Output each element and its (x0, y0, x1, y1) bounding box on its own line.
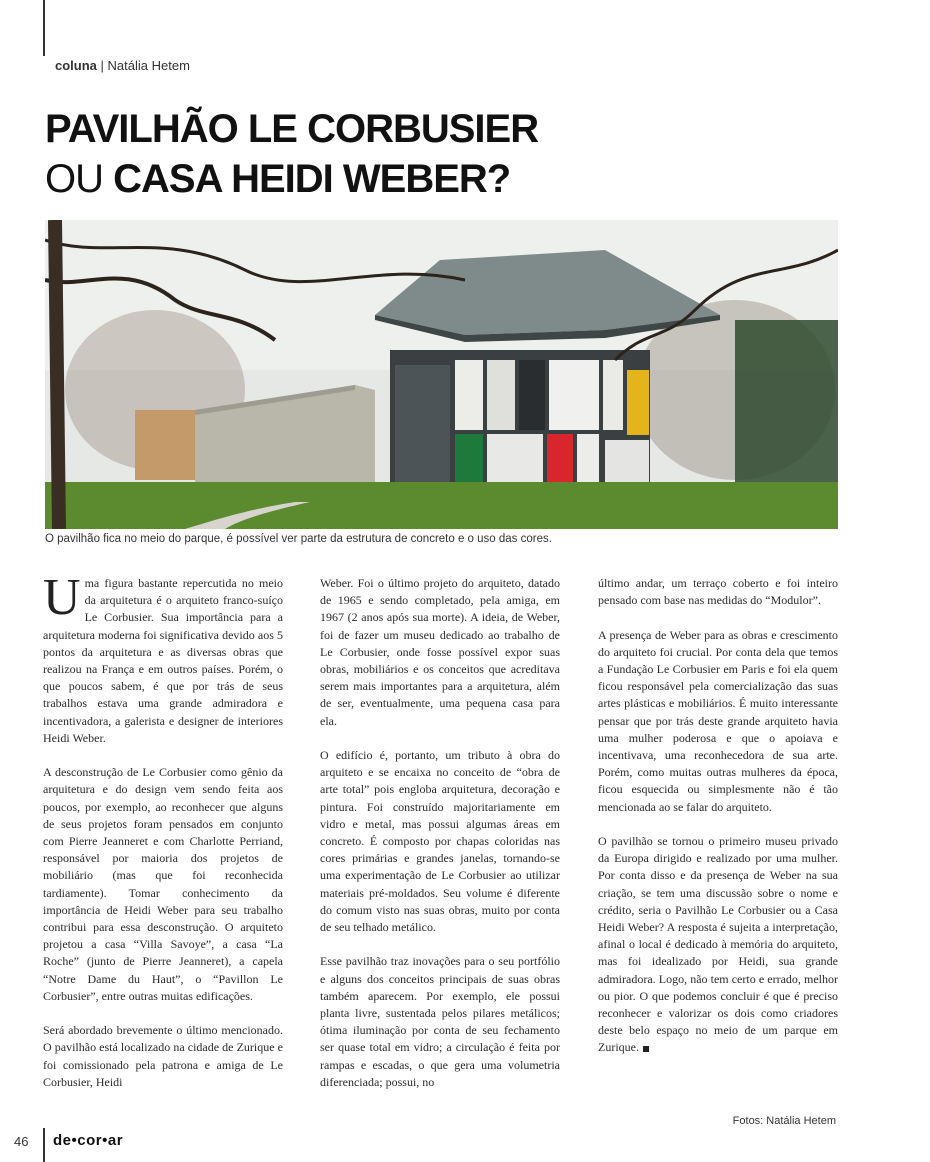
paragraph (598, 833, 838, 1057)
text-column-1 (43, 569, 283, 1108)
paragraph: A desconstrução de Le Corbusier como gênio da arquitetura e do design vem sendo feita aos poucos, por exemplo, ao reconhecer que alguns de seus projetos foram pensados em conjunto com Pierre Jeanneret e com Charlotte Perriand, responsável por maioria dos projetos de mobiliário (mas que foi reconhecida tardiamente). Tomar conhecimento da importância de Heidi Weber para seu trabalho contribui para essa desconstrução. O arquiteto projetou a casa “Villa Savoye”, a casa “La Roche” (junto de Pierre Jeanneret), a capela “Notre Dame du Haut”, o “Pavillon Le Corbusier”, entre outras muitas edificações. (43, 765, 283, 1003)
title-line-2-light: OU (45, 157, 103, 201)
pavilion-photo (45, 220, 838, 529)
paragraph: O edifício é, portanto, um tributo à obra do arquiteto e se encaixa no conceito de “obra de arte total” pois engloba arquitetura, decoração e pintura. Foi construído majoritariamente em vidro e metal, mas possui algumas áreas em concreto. É composto por chapas coloridas nas cores primárias e grandes janelas, tornando-se uma experimentação de Le Corbusier ao utilizar materiais pré-moldados. Seu volume é diferente do comum visto nas suas obras, muito por conta de seu telhado metálico. (320, 748, 560, 935)
page-number: 46 (14, 1134, 29, 1149)
author-name: Natália Hetem (107, 58, 190, 73)
text-column-3 (598, 575, 838, 1074)
column-kicker (55, 58, 190, 73)
top-vertical-rule (43, 0, 45, 56)
kicker-separator: | (100, 58, 104, 73)
paragraph: A presença de Weber para as obras e crescimento do arquiteto foi crucial. Por conta dela que temos a Fundação Le Corbusier em Paris e foi ela quem ficou responsável pela comercialização das suas artes plásticas e mobiliários. É muito interessante pensar que por trás deste grande arquiteto havia uma mulher poderosa e que o apoiava e incentivava, uma reconhecedora de sua arte. Porém, como muitas outras mulheres da época, ficou esquecida ou simplesmente não é tão mencionada ao se falar do arquiteto. (598, 627, 838, 814)
drop-cap: U (43, 569, 81, 626)
kicker-label: coluna (55, 58, 97, 73)
paragraph-text: ma figura bastante repercutida no meio da arquitetura é o arquiteto franco-suíço Le Corbusier. Sua importância para a arquitetura moderna foi significativa devido aos 5 pontos da arquitetura e as diversas obras que realizou na França e em outros países. Porém, o que poucos sabem, é que por trás de seus trabalhos estava uma grande admiradora e incentivadora, a galerista e designer de interiores Heidi Weber. (43, 576, 283, 745)
paragraph: Será abordado brevemente o último mencionado. O pavilhão está localizado na cidade de Zurique e foi comissionado pela patrona e amiga de Le Corbusier, Heidi (43, 1023, 283, 1089)
title-line-1: PAVILHÃO LE CORBUSIER (45, 107, 539, 151)
magazine-logo: de•cor•ar (53, 1132, 124, 1149)
yellow-panel (627, 370, 649, 435)
end-mark-icon (643, 1046, 649, 1052)
title-line-2-bold: CASA HEIDI WEBER? (113, 157, 511, 201)
photo-credit: Fotos: Natália Hetem (732, 1115, 836, 1127)
paragraph-text: O pavilhão se tornou o primeiro museu privado da Europa dirigido e realizado por uma mulher. Por conta disso e da presença de Weber na sua criação, se tem uma discussão sobre o nome e crédito, seria o Pavilhão Le Corbusier ou a Casa Heidi Weber? A resposta é sujeita a interpretação, afinal o local é dedicado à memória do arquiteto, mas foi idealizado por Heidi, sua grande admiradora. Logo, não tem certo e errado, melhor ou pior. O que podemos concluir é que é preciso reconhecer e valorizar os dois como criadores deste belo espaço no meio de um parque em Zurique. (598, 834, 838, 1055)
text-column-2 (320, 575, 560, 1108)
paragraph: Esse pavilhão traz inovações para o seu portfólio e alguns dos conceitos principais de suas obras também aparecem. Por exemplo, ele possui planta livre, sustentada pelos pilares metálicos; ótima iluminação por conta de seu fechamento ser quase total em vidro; a circulação é feita por rampas e escadas, o que gera uma volumetria diferenciada; possui, no (320, 954, 560, 1089)
paragraph: último andar, um terraço coberto e foi inteiro pensado com base nas medidas do “Modulor”. (598, 576, 838, 608)
paragraph (43, 569, 283, 747)
article-title (45, 104, 538, 204)
photo-caption: O pavilhão fica no meio do parque, é possível ver parte da estrutura de concreto e o uso das cores. (45, 533, 552, 545)
bottom-vertical-rule (43, 1128, 45, 1162)
paragraph: Weber. Foi o último projeto do arquiteto, datado de 1965 e sendo completado, pela amiga, em 1967 (2 anos após sua morte). A ideia, de Weber, foi de fazer um museu dedicado ao trabalho de Le Corbusier, onde fosse possível expor suas obras, mobiliários e os conceitos que acreditava serem mais importantes para a arquitetura, além de ser, eventualmente, uma pequena casa para ela. (320, 576, 560, 728)
